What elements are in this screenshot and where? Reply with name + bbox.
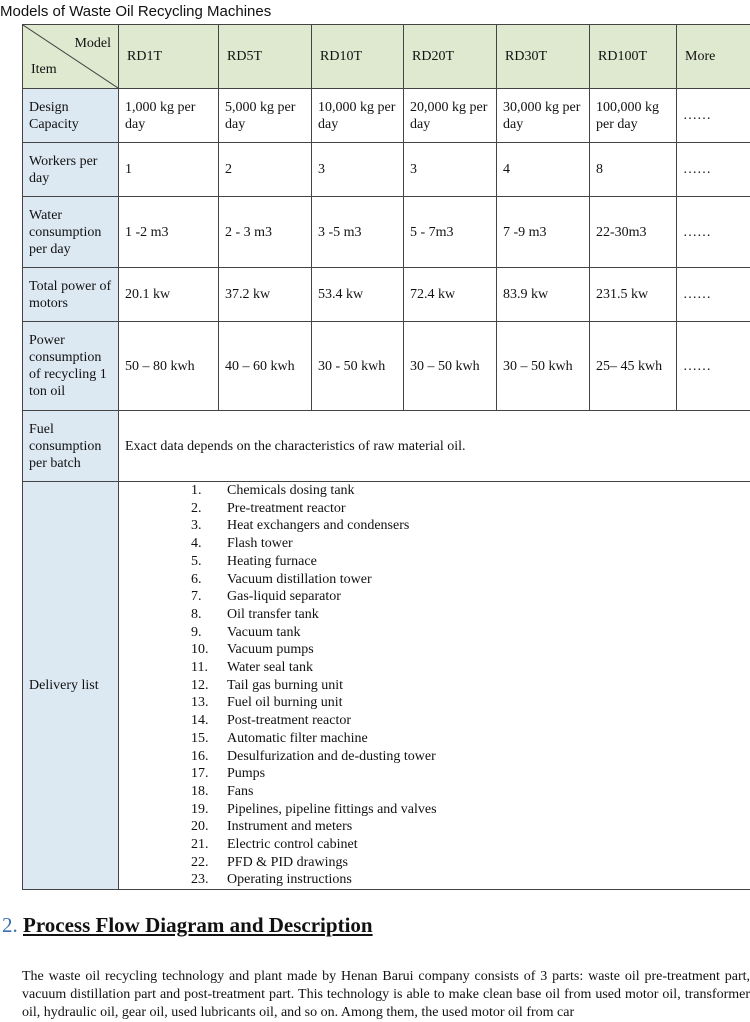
table-cell: 10,000 kg per day (312, 89, 404, 143)
list-item-text: Fans (227, 783, 254, 799)
row-label: Total power of motors (23, 268, 119, 322)
row-label: Water consumption per day (23, 197, 119, 268)
table-cell: 37.2 kw (219, 268, 312, 322)
model-header: RD100T (590, 25, 677, 89)
table-cell: 1,000 kg per day (119, 89, 219, 143)
table-cell: …… (677, 197, 750, 268)
page-title: Models of Waste Oil Recycling Machines (0, 3, 272, 20)
table-cell: 53.4 kw (312, 268, 404, 322)
table-cell: 2 (219, 143, 312, 197)
list-item-text: Pumps (227, 766, 266, 782)
list-item-number: 5. (191, 553, 202, 569)
list-item-number: 18. (191, 783, 209, 799)
list-item (191, 871, 744, 889)
row-label: Power consumption of recycling 1 ton oil (23, 322, 119, 411)
delivery-list (125, 482, 744, 889)
list-item-number: 16. (191, 748, 209, 764)
fuel-value-cell: Exact data depends on the characteristics of raw material oil. (119, 411, 750, 482)
list-item-number: 13. (191, 695, 209, 711)
list-item (191, 730, 744, 748)
list-item-number: 19. (191, 801, 209, 817)
list-item (191, 854, 744, 872)
list-item-text: Tail gas burning unit (227, 677, 344, 693)
delivery-list-cell (119, 482, 750, 890)
list-item-text: PFD & PID drawings (227, 854, 348, 870)
corner-cell (23, 25, 119, 89)
table-cell: 100,000 kg per day (590, 89, 677, 143)
list-item (191, 606, 744, 624)
table-cell: 30 – 50 kwh (404, 322, 497, 411)
section-title: Process Flow Diagram and Description (23, 913, 373, 937)
list-item-text: Chemicals dosing tank (227, 483, 355, 498)
list-item-number: 23. (191, 872, 209, 888)
list-item-number: 21. (191, 837, 209, 853)
section-heading (2, 913, 373, 938)
model-header: More (677, 25, 750, 89)
table-row (23, 89, 750, 143)
list-item-text: Vacuum pumps (227, 642, 314, 658)
spec-table (22, 24, 750, 890)
row-label: Fuel consumption per batch (23, 411, 119, 482)
list-item (191, 659, 744, 677)
list-item-text: Automatic filter machine (227, 730, 368, 746)
model-header: RD5T (219, 25, 312, 89)
table-cell: 20.1 kw (119, 268, 219, 322)
list-item (191, 783, 744, 801)
list-item (191, 836, 744, 854)
list-item-text: Heating furnace (227, 553, 317, 569)
table-row (23, 268, 750, 322)
table-cell: 2 - 3 m3 (219, 197, 312, 268)
list-item-number: 6. (191, 571, 202, 587)
section-number: 2. (2, 913, 18, 937)
list-item-text: Flash tower (227, 536, 293, 552)
table-row (23, 143, 750, 197)
table-row (23, 411, 750, 482)
list-item (191, 801, 744, 819)
list-item-number: 4. (191, 536, 202, 552)
row-label: Workers per day (23, 143, 119, 197)
list-item-text: Oil transfer tank (227, 606, 319, 622)
table-cell: 1 (119, 143, 219, 197)
table-cell: 22-30m3 (590, 197, 677, 268)
corner-item-label: Item (31, 62, 57, 77)
table-cell: 83.9 kw (497, 268, 590, 322)
list-item (191, 748, 744, 766)
list-item-number: 11. (191, 660, 208, 676)
model-header: RD10T (312, 25, 404, 89)
list-item-number: 8. (191, 606, 202, 622)
row-label: Design Capacity (23, 89, 119, 143)
list-item-number: 17. (191, 766, 209, 782)
table-cell: …… (677, 322, 750, 411)
table-cell: 3 (404, 143, 497, 197)
table-cell: 25– 45 kwh (590, 322, 677, 411)
list-item-number: 9. (191, 624, 202, 640)
list-item (191, 535, 744, 553)
list-item (191, 482, 744, 500)
table-cell: 8 (590, 143, 677, 197)
list-item-text: Pipelines, pipeline fittings and valves (227, 801, 437, 817)
list-item (191, 588, 744, 606)
list-item-text: Heat exchangers and condensers (227, 518, 410, 534)
list-item-text: Desulfurization and de-dusting tower (227, 748, 436, 764)
list-item-number: 7. (191, 589, 202, 605)
table-cell: 1 -2 m3 (119, 197, 219, 268)
list-item-number: 3. (191, 518, 202, 534)
list-item-text: Instrument and meters (227, 819, 353, 835)
list-item-text: Post-treatment reactor (227, 713, 352, 729)
table-cell: 30 – 50 kwh (497, 322, 590, 411)
list-item (191, 641, 744, 659)
list-item-text: Vacuum tank (227, 624, 301, 640)
list-item-text: Pre-treatment reactor (227, 500, 346, 516)
table-cell: 3 (312, 143, 404, 197)
table-cell: 5 - 7m3 (404, 197, 497, 268)
list-item-text: Electric control cabinet (227, 837, 358, 853)
list-item (191, 677, 744, 695)
table-cell: 4 (497, 143, 590, 197)
table-cell: 30 - 50 kwh (312, 322, 404, 411)
list-item-number: 1. (191, 483, 202, 498)
table-cell: 231.5 kw (590, 268, 677, 322)
list-item (191, 712, 744, 730)
list-item-number: 15. (191, 730, 209, 746)
list-item-text: Operating instructions (227, 872, 352, 888)
list-item (191, 517, 744, 535)
table-cell: 40 – 60 kwh (219, 322, 312, 411)
table-cell: 3 -5 m3 (312, 197, 404, 268)
list-item-number: 2. (191, 500, 202, 516)
model-header: RD1T (119, 25, 219, 89)
list-item-text: Vacuum distillation tower (227, 571, 372, 587)
list-item (191, 553, 744, 571)
list-item (191, 765, 744, 783)
list-item-number: 10. (191, 642, 209, 658)
list-item (191, 624, 744, 642)
list-item-text: Fuel oil burning unit (227, 695, 343, 711)
model-header: RD20T (404, 25, 497, 89)
list-item-text: Water seal tank (227, 660, 313, 676)
list-item-number: 14. (191, 713, 209, 729)
section-body: The waste oil recycling technology and plant made by Henan Barui company consists of 3 parts: waste oil pre-treatment part, vacuum distillation part and post-treatment part. This technology is able to make clean base oil from used motor oil, transformer oil, hydraulic oil, gear oil, used lubricants oil, and so on. Among them, the used motor oil from car (22, 969, 750, 1020)
list-item-text: Gas-liquid separator (227, 589, 341, 605)
table-cell: 20,000 kg per day (404, 89, 497, 143)
table-cell: 7 -9 m3 (497, 197, 590, 268)
table-cell: …… (677, 89, 750, 143)
table-cell: …… (677, 143, 750, 197)
table-cell: …… (677, 268, 750, 322)
list-item-number: 20. (191, 819, 209, 835)
corner-model-label: Model (74, 36, 111, 51)
table-cell: 50 – 80 kwh (119, 322, 219, 411)
list-item (191, 694, 744, 712)
list-item (191, 500, 744, 518)
list-item-number: 22. (191, 854, 209, 870)
table-row (23, 482, 750, 890)
model-header: RD30T (497, 25, 590, 89)
table-cell: 5,000 kg per day (219, 89, 312, 143)
table-cell: 72.4 kw (404, 268, 497, 322)
list-item (191, 571, 744, 589)
table-row (23, 197, 750, 268)
list-item (191, 818, 744, 836)
table-cell: 30,000 kg per day (497, 89, 590, 143)
list-item-number: 12. (191, 677, 209, 693)
table-row (23, 322, 750, 411)
row-label: Delivery list (23, 482, 119, 890)
table-header-row (23, 25, 750, 89)
